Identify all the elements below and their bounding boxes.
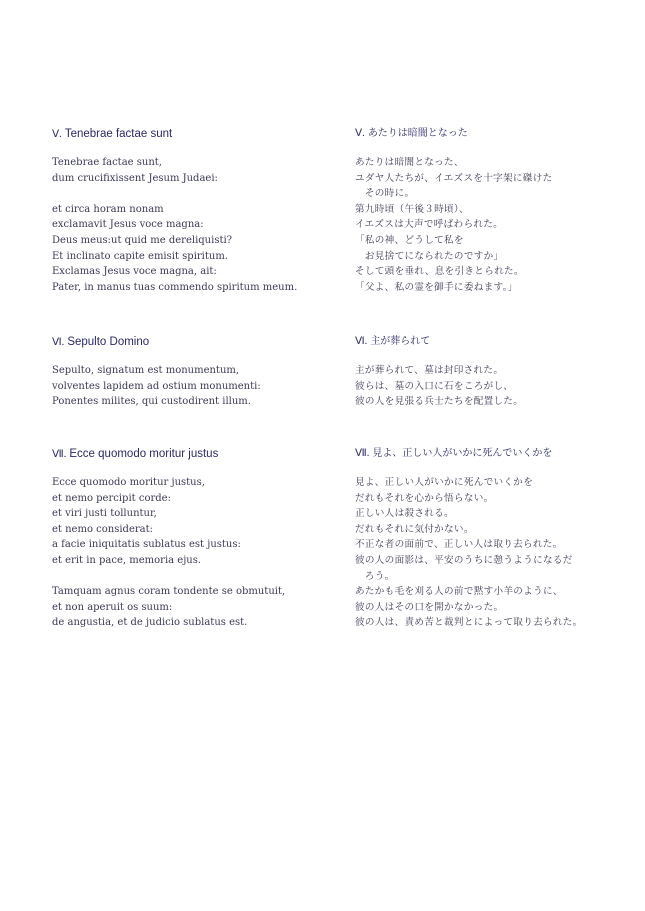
text-line: Tamquam agnus coram tondente se obmutuit, xyxy=(52,586,286,598)
text-line: ユダヤ人たちが、イエズスを十字架に磔けた xyxy=(355,172,553,184)
text-line: お見捨てになられたのですか」 xyxy=(355,250,504,262)
text-line: Sepulto, signatum est monumentum, xyxy=(52,365,240,376)
text-line: exclamavit Jesus voce magna: xyxy=(52,219,204,231)
latin-text-block xyxy=(52,363,327,410)
text-line: 正しい人は殺される。 xyxy=(355,508,454,520)
latin-section-7 xyxy=(52,445,327,631)
latin-heading-num: Ⅶ. xyxy=(52,449,67,460)
text-line: 「父よ、私の霊を御手に委ねます。」 xyxy=(355,281,518,293)
latin-heading-text: Tenebrae factae sunt xyxy=(64,128,173,140)
text-line: et erit in pace, memoria ejus. xyxy=(52,554,202,566)
text-line: そして頭を垂れ、息を引きとられた。 xyxy=(355,266,524,278)
jp-heading-text: あたりは暗闇となった xyxy=(367,128,468,139)
text-line: 不正な者の面前で、正しい人は取り去られた。 xyxy=(355,539,563,551)
jp-heading-7 xyxy=(355,445,640,463)
text-line: Deus meus:ut quid me dereliquisti? xyxy=(52,234,233,246)
latin-section-6 xyxy=(52,333,327,410)
text-line: dum crucifixissent Jesum Judaei: xyxy=(52,172,218,184)
text-line: 「私の神、どうして私を xyxy=(355,234,464,246)
latin-heading-text: Sepulto Domino xyxy=(67,336,150,348)
text-line: Et inclinato capite emisit spiritum. xyxy=(52,250,228,262)
jp-heading-6 xyxy=(355,333,640,351)
latin-heading-num: Ⅴ. xyxy=(52,129,62,140)
jp-heading-num: Ⅵ. xyxy=(355,336,368,347)
latin-heading-num: Ⅵ. xyxy=(52,337,65,348)
text-line: de angustia, et de judicio sublatus est. xyxy=(52,617,248,629)
jp-text-block xyxy=(355,475,640,631)
text-line: だれもそれに気付かない。 xyxy=(355,523,474,535)
text-line: あたりは暗闇となった、 xyxy=(355,157,464,168)
text-line: 彼の人の面影は、平安のうちに憩うようになるだ xyxy=(355,554,573,566)
text-line: 彼の人は、責め苦と裁判とによって取り去られた。 xyxy=(355,617,583,629)
text-line: その時に。 xyxy=(355,188,415,200)
text-line: 彼の人はその口を開かなかった。 xyxy=(355,601,504,613)
latin-heading-5 xyxy=(52,125,327,143)
latin-heading-7 xyxy=(52,445,327,463)
text-line: et nemo percipit corde: xyxy=(52,492,171,504)
latin-section-5 xyxy=(52,125,327,295)
jp-heading-num: Ⅴ. xyxy=(355,128,365,139)
text-line: a facie iniquitatis sublatus est justus: xyxy=(52,539,241,551)
text-line: Ponentes milites, qui custodirent illum. xyxy=(52,396,251,408)
text-line xyxy=(52,186,327,202)
text-line: イエズスは大声で呼ばわられた。 xyxy=(355,219,504,231)
text-line: volventes lapidem ad ostium monumenti: xyxy=(52,380,261,392)
text-line: 主が葬られて、墓は封印された。 xyxy=(355,365,504,376)
jp-heading-text: 主が葬られて xyxy=(370,336,431,347)
text-line: 彼らは、墓の入口に石をころがし、 xyxy=(355,380,514,392)
text-line: だれもそれを心から悟らない。 xyxy=(355,492,494,504)
jp-section-5 xyxy=(355,125,640,295)
text-line: et non aperuit os suum: xyxy=(52,601,173,613)
text-line: et viri justi tolluntur, xyxy=(52,508,157,520)
text-line: et nemo considerat: xyxy=(52,523,153,535)
text-line: et circa horam nonam xyxy=(52,203,164,215)
text-line: Pater, in manus tuas commendo spiritum meum. xyxy=(52,281,298,293)
latin-heading-text: Ecce quomodo moritur justus xyxy=(69,448,219,460)
text-line: Ecce quomodo moritur justus, xyxy=(52,477,205,488)
text-line: ろう。 xyxy=(355,570,395,582)
jp-text-block xyxy=(355,363,640,410)
jp-heading-5 xyxy=(355,125,640,143)
latin-heading-6 xyxy=(52,333,327,351)
text-line: Exclamas Jesus voce magna, ait: xyxy=(52,266,217,278)
text-line: 見よ、正しい人がいかに死んでいくかを xyxy=(355,477,534,488)
jp-heading-text: 見よ、正しい人がいかに死んでいくかを xyxy=(372,448,553,459)
jp-section-7 xyxy=(355,445,640,631)
jp-heading-num: Ⅶ. xyxy=(355,448,370,459)
text-line: 彼の人を見張る兵士たちを配置した。 xyxy=(355,396,524,408)
text-line: あたかも毛を刈る人の前で黙す小羊のように、 xyxy=(355,586,563,598)
text-line xyxy=(52,569,327,585)
latin-text-block xyxy=(52,475,327,631)
latin-text-block xyxy=(52,155,327,295)
jp-section-6 xyxy=(355,333,640,410)
text-line: 第九時頃（午後３時頃）、 xyxy=(355,203,469,215)
text-line: Tenebrae factae sunt, xyxy=(52,157,162,168)
jp-text-block xyxy=(355,155,640,295)
